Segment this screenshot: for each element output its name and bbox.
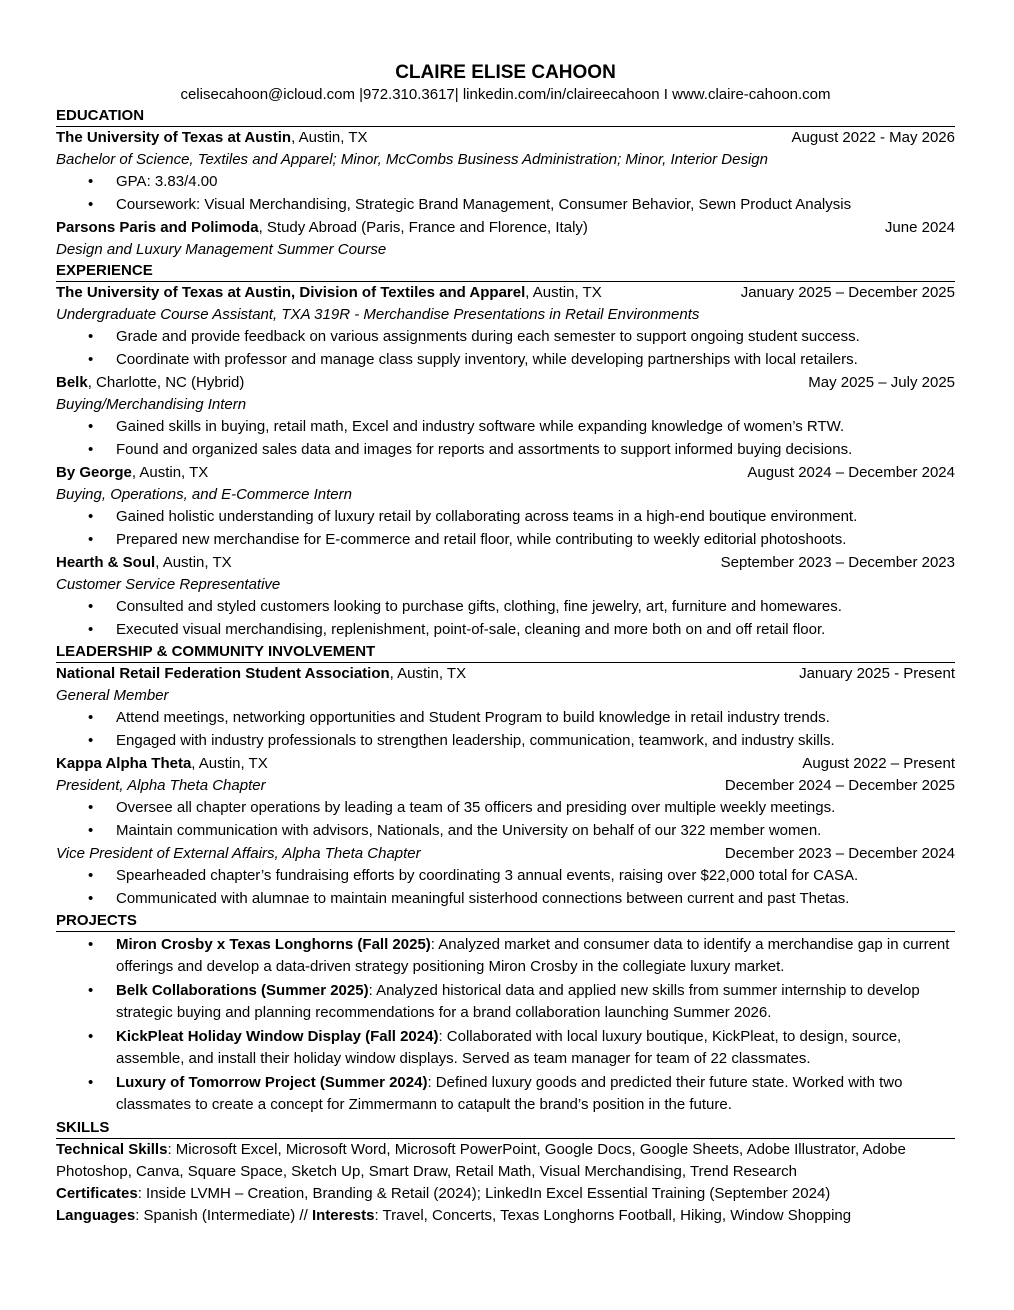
role-title: President, Alpha Theta Chapter — [56, 777, 266, 794]
bullet-icon: • — [88, 351, 94, 368]
bullet-icon: • — [88, 732, 94, 749]
section-leadership-heading: LEADERSHIP & COMMUNITY INVOLVEMENT — [56, 642, 955, 663]
skills-block — [56, 1139, 955, 1227]
kat-president-row — [56, 775, 955, 797]
education-ut-bullets — [56, 171, 955, 217]
leadership-nrf-row — [56, 663, 955, 685]
experience-hearth-bullets — [56, 596, 955, 642]
list-item: • Attend meetings, networking opportunities and Student Program to build knowledge in retail industry trends. — [56, 707, 955, 730]
projects-list — [56, 932, 955, 1118]
section-skills-heading: SKILLS — [56, 1118, 955, 1139]
languages-interests-line — [56, 1205, 955, 1227]
date-range: September 2023 – December 2023 — [720, 554, 955, 571]
job-title: Customer Service Representative — [56, 576, 281, 593]
org-name: National Retail Federation Student Association — [56, 665, 390, 682]
org-name: Belk — [56, 374, 88, 391]
interests-text: : Travel, Concerts, Texas Longhorns Football, Hiking, Window Shopping — [374, 1207, 852, 1224]
list-item: • Prepared new merchandise for E-commerce and retail floor, while contributing to weekly editorial photoshoots. — [56, 529, 955, 552]
role-title: General Member — [56, 687, 169, 704]
bullet-icon: • — [88, 196, 94, 213]
project-name: Luxury of Tomorrow Project (Summer 2024) — [116, 1074, 428, 1091]
project-description: : Analyzed historical data and applied new skills from summer internship to develop strategic buying and planning recommendations for a brand collaboration launching Summer 2026. — [116, 982, 920, 1021]
interests-label: Interests — [311, 1207, 375, 1224]
certificates-line — [56, 1183, 955, 1205]
org-name: Parsons Paris and Polimoda — [56, 219, 259, 236]
bullet-icon: • — [88, 799, 94, 816]
date-range: August 2024 – December 2024 — [747, 464, 955, 481]
technical-skills-text: : Microsoft Excel, Microsoft Word, Microsoft PowerPoint, Google Docs, Google Sheets, Adobe Illustrator, Adobe Photoshop, Canva, Square Space, Sketch Up, Smart Draw, Retail Math, Visual Merchandising, Trend Research — [56, 1141, 906, 1180]
bullet-icon: • — [88, 598, 94, 615]
list-item: • Oversee all chapter operations by leading a team of 35 officers and presiding over multiple weekly meetings. — [56, 797, 955, 820]
bullet-icon: • — [88, 867, 94, 884]
leadership-nrf-bullets — [56, 707, 955, 753]
list-item: • GPA: 3.83/4.00 — [56, 171, 955, 194]
bullet-icon: • — [88, 508, 94, 525]
list-item: • Engaged with industry professionals to strengthen leadership, communication, teamwork, and industry skills. — [56, 730, 955, 753]
list-item: • Coordinate with professor and manage class supply inventory, while developing partnerships with local retailers. — [56, 349, 955, 372]
list-item: • Gained holistic understanding of luxury retail by collaborating across teams in a high-end boutique environment. — [56, 506, 955, 529]
job-title: Buying, Operations, and E-Commerce Intern — [56, 486, 352, 503]
project-description: : Defined luxury goods and predicted their future state. Worked with two classmates to create a concept for Zimmermann to catapult the brand’s position in the future. — [116, 1074, 903, 1113]
kat-vp-bullets — [56, 865, 955, 911]
education-parsons-row — [56, 217, 955, 239]
section-projects-heading: PROJECTS — [56, 911, 955, 932]
certificates-text: : Inside LVMH – Creation, Branding & Retail (2024); LinkedIn Excel Essential Training (September 2024) — [137, 1185, 831, 1202]
bullet-icon: • — [88, 1074, 94, 1091]
technical-skills-label: Technical Skills — [56, 1141, 168, 1158]
languages-label: Languages — [56, 1207, 136, 1224]
date-range: January 2025 - Present — [799, 665, 955, 682]
list-item: • Spearheaded chapter’s fundraising efforts by coordinating 3 annual events, raising over $22,000 total for CASA. — [56, 865, 955, 888]
experience-belk-row — [56, 372, 955, 394]
degree-line: Bachelor of Science, Textiles and Apparel; Minor, McCombs Business Administration; Minor, Interior Design — [56, 151, 768, 168]
list-item: • Coursework: Visual Merchandising, Strategic Brand Management, Consumer Behavior, Sewn Product Analysis — [56, 194, 955, 217]
resume-page — [56, 62, 955, 1227]
technical-skills-line — [56, 1139, 955, 1183]
org-name: The University of Texas at Austin, Division of Textiles and Apparel — [56, 284, 526, 301]
section-experience-heading: EXPERIENCE — [56, 261, 955, 282]
experience-hearth-row — [56, 552, 955, 574]
bullet-icon: • — [88, 418, 94, 435]
list-item — [56, 934, 955, 980]
section-education-heading: EDUCATION — [56, 106, 955, 127]
bullet-icon: • — [88, 328, 94, 345]
org-name: Hearth & Soul — [56, 554, 156, 571]
date-range: June 2024 — [884, 219, 955, 236]
experience-belk-bullets — [56, 416, 955, 462]
job-title: Undergraduate Course Assistant, TXA 319R - Merchandise Presentations in Retail Environments — [56, 306, 700, 323]
bullet-icon: • — [88, 531, 94, 548]
org-location: , Austin, TX — [131, 464, 209, 481]
date-range: December 2023 – December 2024 — [724, 845, 955, 862]
org-location: , Austin, TX — [291, 129, 368, 146]
bullet-icon: • — [88, 173, 94, 190]
list-item — [56, 980, 955, 1026]
project-name: KickPleat Holiday Window Display (Fall 2024) — [116, 1028, 439, 1045]
list-item: • Communicated with alumnae to maintain meaningful sisterhood connections between current and past Thetas. — [56, 888, 955, 911]
experience-ut-row — [56, 282, 955, 304]
contact-line: celisecahoon@icloud.com |972.310.3617| linkedin.com/in/claireecahoon I www.claire-cahoon.com — [180, 86, 831, 103]
kat-vp-row — [56, 843, 955, 865]
certificates-label: Certificates — [56, 1185, 138, 1202]
project-name: Belk Collaborations (Summer 2025) — [116, 982, 369, 999]
candidate-name: CLAIRE ELISE CAHOON — [395, 62, 616, 83]
list-item: • Consulted and styled customers looking to purchase gifts, clothing, fine jewelry, art, furniture and homewares. — [56, 596, 955, 619]
list-item: • Executed visual merchandising, replenishment, point-of-sale, cleaning and more both on and off retail floor. — [56, 619, 955, 642]
org-location: , Austin, TX — [389, 665, 467, 682]
bullet-icon: • — [88, 982, 94, 999]
leadership-kat-row — [56, 753, 955, 775]
bullet-icon: • — [88, 890, 94, 907]
role-title: Vice President of External Affairs, Alpha Theta Chapter — [56, 845, 421, 862]
bullet-icon: • — [88, 709, 94, 726]
experience-ut-bullets — [56, 326, 955, 372]
list-item: • Maintain communication with advisors, Nationals, and the University on behalf of our 322 member women. — [56, 820, 955, 843]
list-item — [56, 1072, 955, 1118]
date-range: January 2025 – December 2025 — [740, 284, 955, 301]
experience-bygeorge-bullets — [56, 506, 955, 552]
org-location: , Charlotte, NC (Hybrid) — [87, 374, 245, 391]
org-location: , Austin, TX — [155, 554, 232, 571]
org-location: , Study Abroad (Paris, France and Florence, Italy) — [258, 219, 588, 236]
org-location: , Austin, TX — [525, 284, 602, 301]
bullet-icon: • — [88, 822, 94, 839]
project-description: : Analyzed market and consumer data to identify a merchandise gap in current offerings and develop a data-driven strategy positioning Miron Crosby in the collegiate luxury market. — [116, 936, 950, 975]
languages-text: : Spanish (Intermediate) // — [135, 1207, 312, 1224]
education-ut-row — [56, 127, 955, 149]
date-range: May 2025 – July 2025 — [808, 374, 955, 391]
org-name: By George — [56, 464, 132, 481]
date-range: August 2022 - May 2026 — [791, 129, 955, 146]
job-title: Buying/Merchandising Intern — [56, 396, 247, 413]
date-range: December 2024 – December 2025 — [724, 777, 955, 794]
kat-president-bullets — [56, 797, 955, 843]
org-name: Kappa Alpha Theta — [56, 755, 192, 772]
bullet-icon: • — [88, 441, 94, 458]
date-range: August 2022 – Present — [802, 755, 955, 772]
bullet-icon: • — [88, 1028, 94, 1045]
bullet-icon: • — [88, 621, 94, 638]
bullet-icon: • — [88, 936, 94, 953]
list-item: • Gained skills in buying, retail math, Excel and industry software while expanding knowledge of women’s RTW. — [56, 416, 955, 439]
experience-bygeorge-row — [56, 462, 955, 484]
list-item: • Found and organized sales data and images for reports and assortments to support informed buying decisions. — [56, 439, 955, 462]
course-line: Design and Luxury Management Summer Course — [56, 241, 387, 258]
list-item — [56, 1026, 955, 1072]
project-name: Miron Crosby x Texas Longhorns (Fall 2025) — [116, 936, 431, 953]
org-location: , Austin, TX — [191, 755, 268, 772]
project-description: : Collaborated with local luxury boutique, KickPleat, to design, source, assemble, and install their holiday window displays. Served as team manager for team of 22 classmates. — [116, 1028, 902, 1067]
org-name: The University of Texas at Austin — [56, 129, 292, 146]
list-item: • Grade and provide feedback on various assignments during each semester to support ongoing student success. — [56, 326, 955, 349]
